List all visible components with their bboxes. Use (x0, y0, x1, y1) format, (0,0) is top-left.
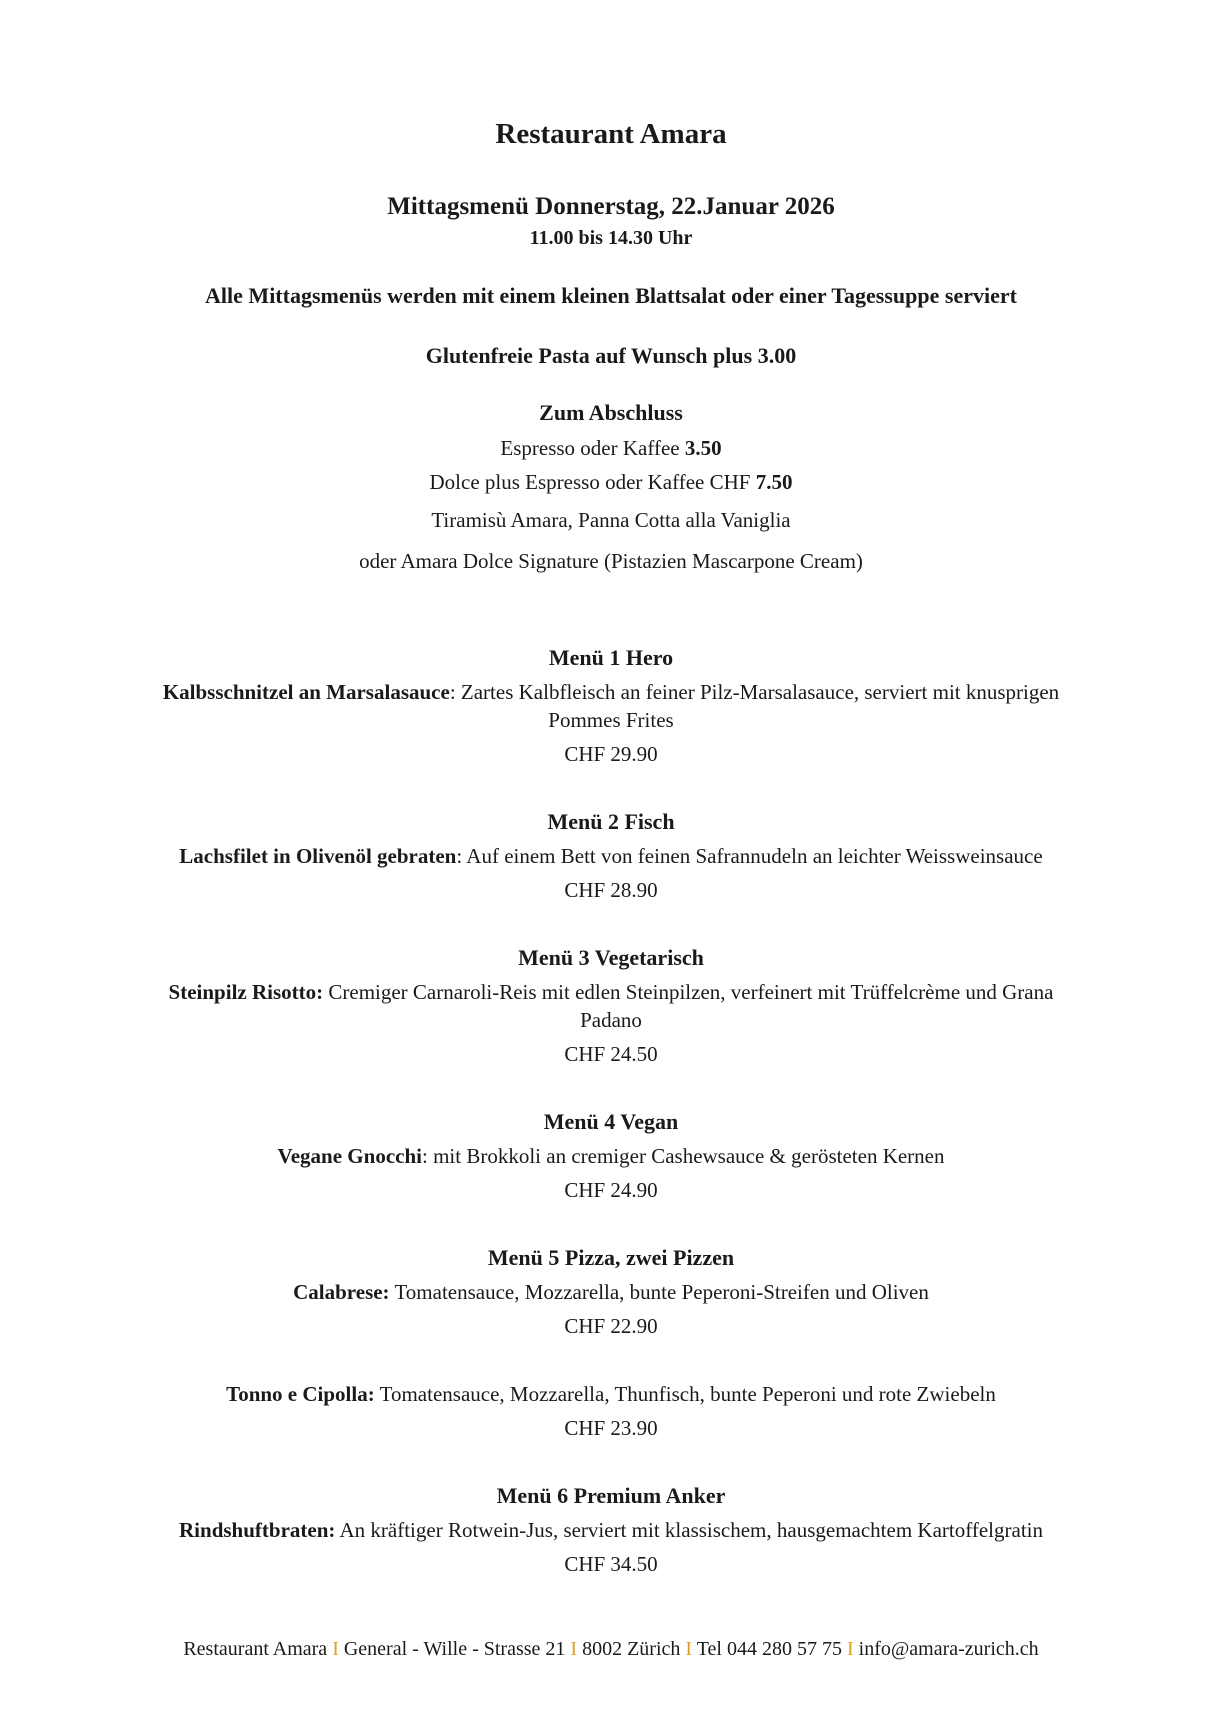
menu-1-description (0, 680, 1222, 705)
service-hours: 11.00 bis 14.30 Uhr (529, 227, 693, 249)
menu-6-desc-line-1: An kräftiger Rotwein-Jus, serviert mit klassischem, hausgemachtem Kartoffelgratin (339, 1518, 1043, 1542)
menu-6-price: CHF 34.50 (564, 1552, 658, 1576)
menu-3-desc-line-1: Cremiger Carnaroli-Reis mit edlen Steinpilzen, verfeinert mit Trüffelcrème und Grana (328, 980, 1054, 1004)
menu-1-price: CHF 29.90 (564, 742, 658, 766)
menu-5-pizza-1-price: CHF 22.90 (564, 1314, 658, 1338)
menu-3-description (0, 980, 1222, 1005)
menu-6-description (0, 1518, 1222, 1543)
espresso-price: 3.50 (684, 436, 722, 460)
menu-5-pizza-2-desc: Tomatensauce, Mozzarella, Thunfisch, bunte Peperoni und rote Zwiebeln (379, 1382, 996, 1406)
menu-title: Mittagsmenü Donnerstag, 22.Januar 2026 (387, 193, 835, 220)
menu-2-desc-line-1: Auf einem Bett von feinen Safrannudeln an leichter Weissweinsauce (466, 844, 1043, 868)
menu-4-dish: Vegane Gnocchi (277, 1144, 422, 1168)
menu-5-pizza-2-description (0, 1382, 1222, 1407)
footer-separator: I (332, 1638, 339, 1660)
menu-5-pizza-1-dish: Calabrese: (293, 1280, 390, 1304)
footer-phone: Tel 044 280 57 75 (696, 1638, 842, 1660)
menu-5-pizza-1-description (0, 1280, 1222, 1305)
footer-name: Restaurant Amara (183, 1638, 328, 1660)
menu-2-description (0, 844, 1222, 869)
menu-3-desc-line-2: Padano (580, 1008, 642, 1032)
footer-email-link[interactable]: info@amara-zurich.ch (858, 1638, 1039, 1660)
menu-2-sep: : (456, 844, 467, 868)
menu-1-heading: Menü 1 Hero (548, 645, 674, 670)
espresso-text: Espresso oder Kaffee (500, 436, 685, 460)
dolce-price: 7.50 (755, 470, 793, 494)
menu-4-desc-line-1: mit Brokkoli an cremiger Cashewsauce & gerösteten Kernen (433, 1144, 945, 1168)
menu-4-description (0, 1144, 1222, 1169)
menu-6-dish: Rindshuftbraten: (179, 1518, 336, 1542)
dolce-line (0, 470, 1222, 495)
salad-soup-note: Alle Mittagsmenüs werden mit einem kleinen Blattsalat oder einer Tagessuppe serviert (205, 283, 1017, 308)
menu-1-sep: : (449, 680, 461, 704)
menu-5-pizza-2-price: CHF 23.90 (564, 1416, 658, 1440)
closing-heading: Zum Abschluss (539, 400, 683, 425)
menu-2-price: CHF 28.90 (564, 878, 658, 902)
footer-separator: I (570, 1638, 578, 1660)
menu-3-heading: Menü 3 Vegetarisch (518, 945, 704, 970)
gluten-free-note: Glutenfreie Pasta auf Wunsch plus 3.00 (425, 343, 797, 368)
footer-city: 8002 Zürich (582, 1638, 681, 1660)
menu-2-dish: Lachsfilet in Olivenöl gebraten (179, 844, 457, 868)
menu-3-price: CHF 24.50 (564, 1042, 658, 1066)
menu-1-dish: Kalbsschnitzel an Marsalasauce (162, 680, 450, 704)
dolce-text: Dolce plus Espresso oder Kaffee CHF (429, 470, 756, 494)
desserts-line-2: oder Amara Dolce Signature (Pistazien Mascarpone Cream) (359, 549, 863, 573)
menu-1-desc-line-2: Pommes Frites (548, 708, 674, 732)
menu-5-pizza-2-dish: Tonno e Cipolla: (226, 1382, 375, 1406)
menu-4-price: CHF 24.90 (564, 1178, 658, 1202)
footer (0, 1638, 1222, 1661)
desserts-line-1: Tiramisù Amara, Panna Cotta alla Vaniglia (431, 508, 791, 532)
restaurant-title: Restaurant Amara (495, 118, 727, 150)
menu-3-dish: Steinpilz Risotto: (168, 980, 324, 1004)
footer-separator: I (846, 1638, 854, 1660)
menu-4-heading: Menü 4 Vegan (543, 1109, 679, 1134)
menu-5-heading: Menü 5 Pizza, zwei Pizzen (487, 1245, 735, 1270)
menu-4-sep: : (421, 1144, 434, 1168)
menu-6-heading: Menü 6 Premium Anker (496, 1483, 726, 1508)
menu-1-desc-line-1: Zartes Kalbfleisch an feiner Pilz-Marsalasauce, serviert mit knusprigen (460, 680, 1060, 704)
footer-address: General - Wille - Strasse 21 (343, 1638, 566, 1660)
espresso-line (0, 436, 1222, 461)
footer-separator: I (685, 1638, 693, 1660)
menu-5-pizza-1-desc: Tomatensauce, Mozzarella, bunte Peperoni-Streifen und Oliven (394, 1280, 929, 1304)
menu-2-heading: Menü 2 Fisch (547, 809, 675, 834)
